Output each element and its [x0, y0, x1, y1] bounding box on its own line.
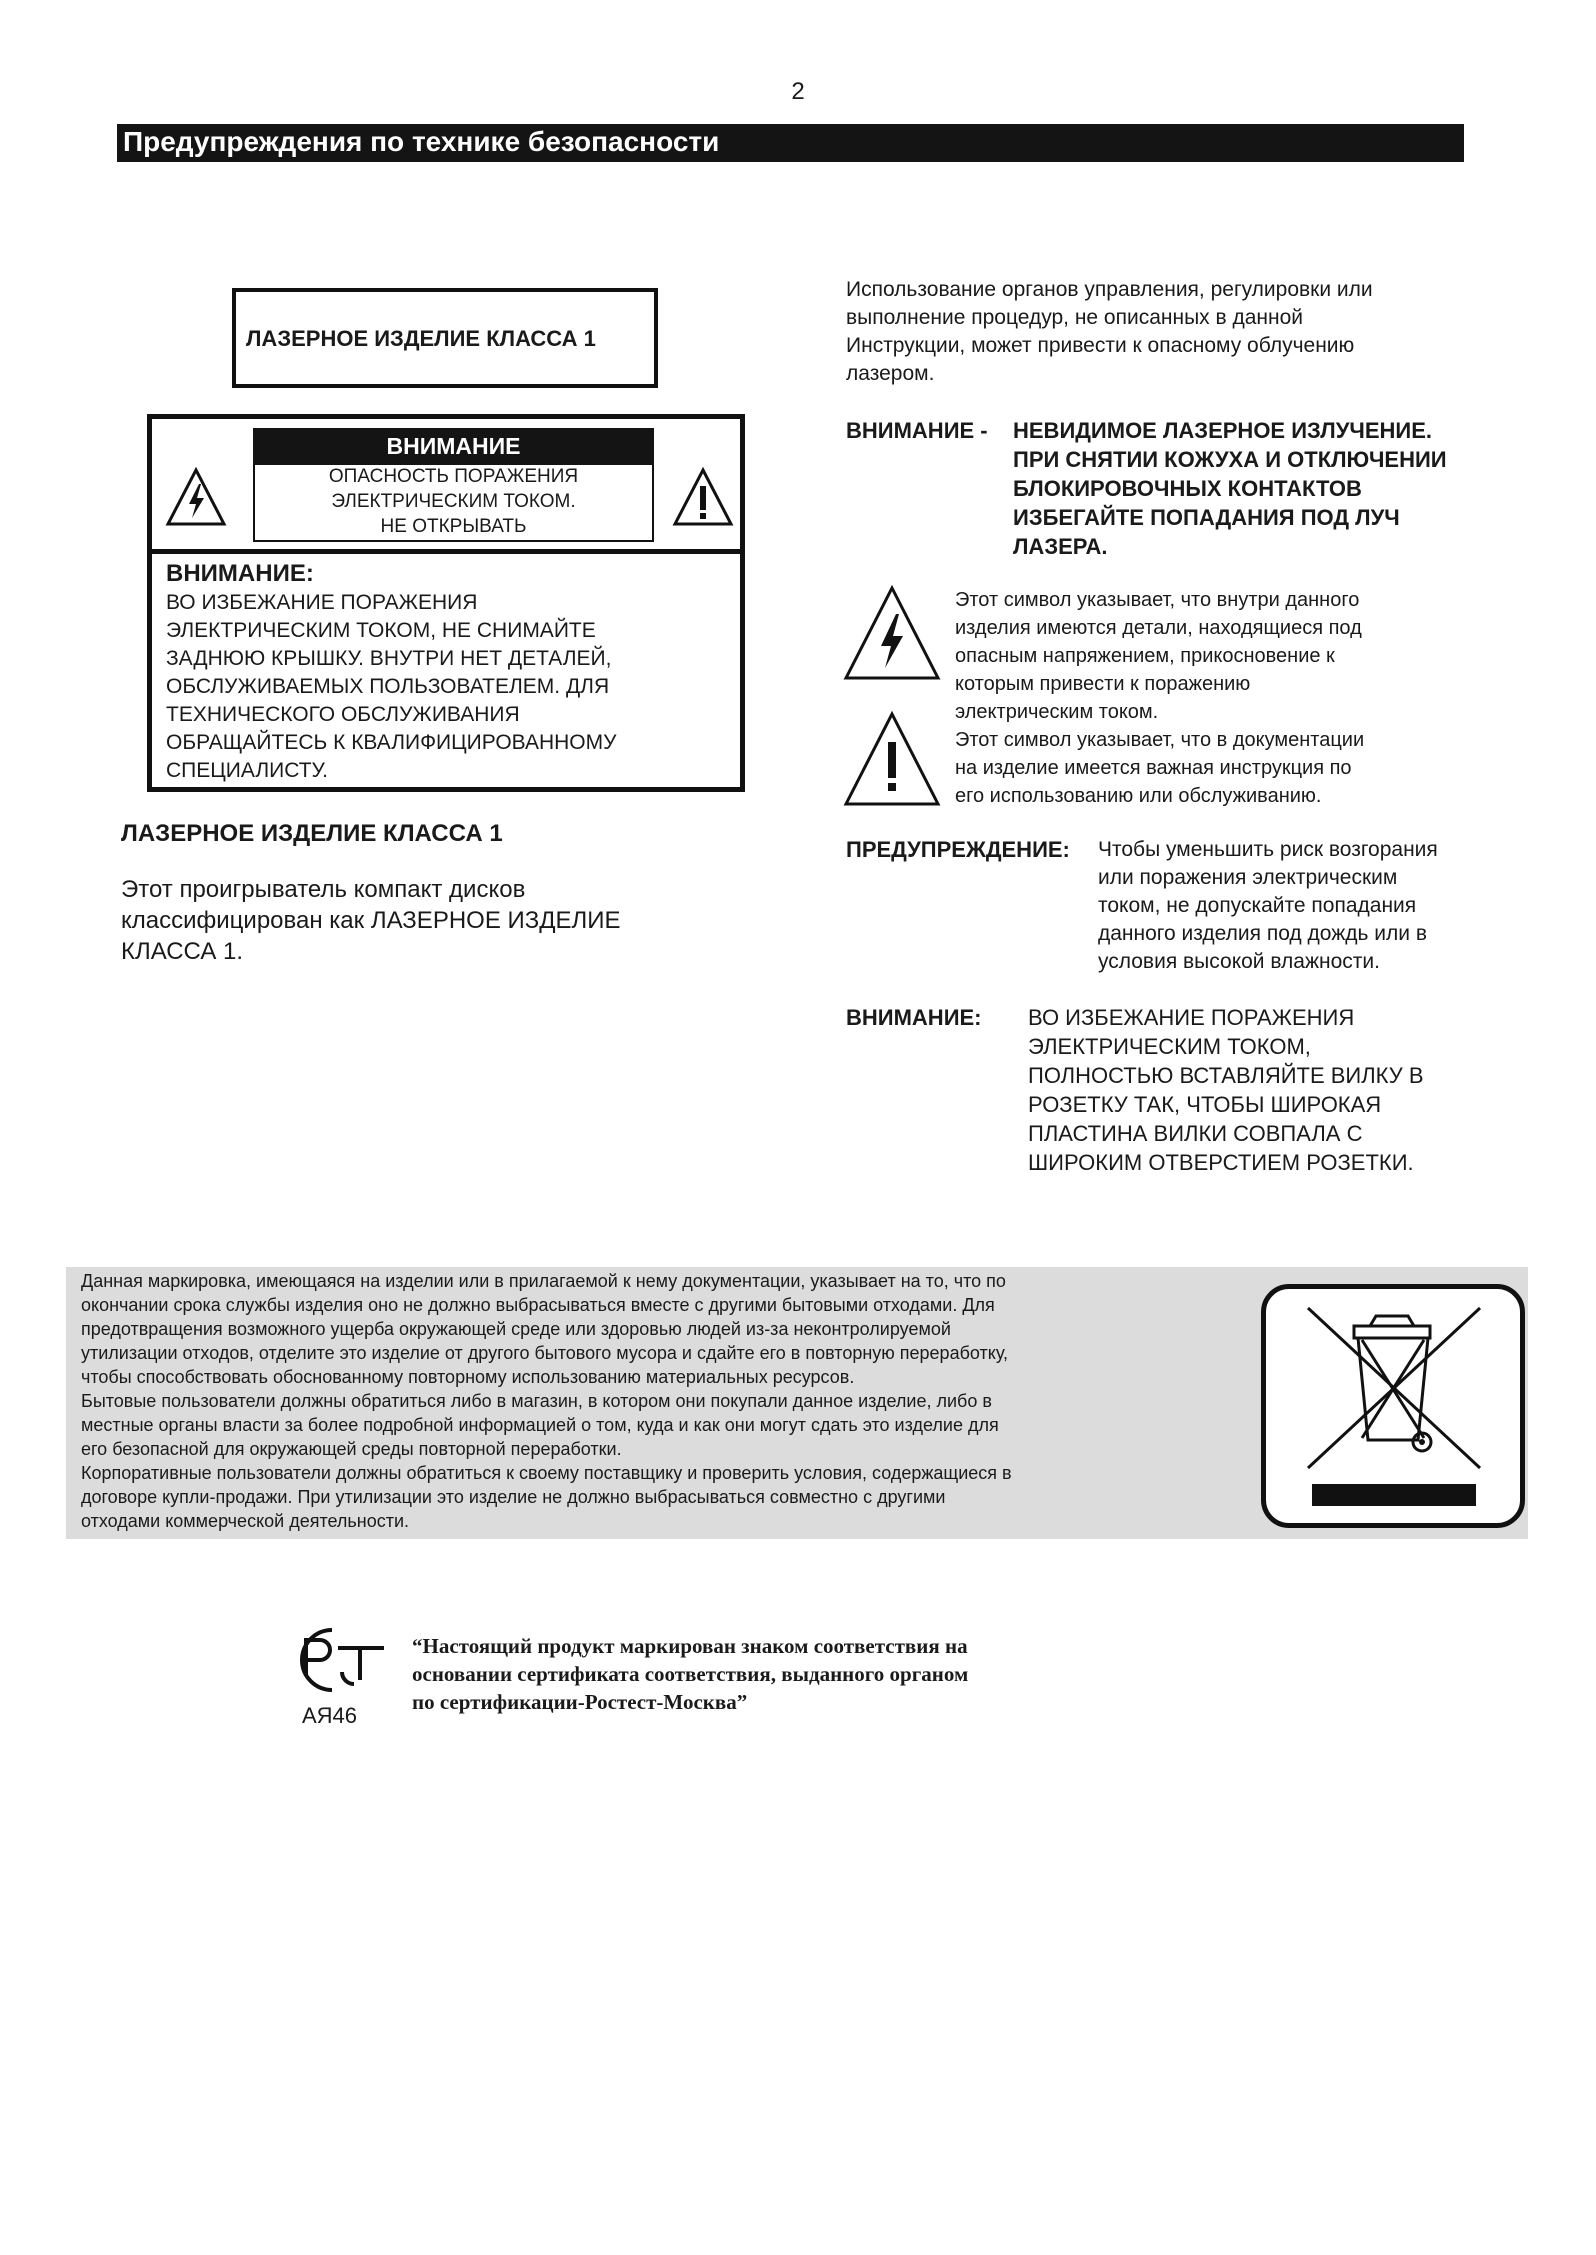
caution-body-title: ВНИМАНИЕ:: [166, 560, 314, 587]
rst-certification-mark-icon: [280, 1618, 390, 1698]
crossed-out-wheelie-bin-icon: [1296, 1300, 1492, 1512]
intro-line: Инструкции, может привести к опасному облучению: [846, 334, 1355, 357]
laser-class-label-text: ЛАЗЕРНОЕ ИЗДЕЛИЕ КЛАССА 1: [246, 326, 596, 351]
symbol-description-line: которым привести к поражению: [955, 673, 1251, 695]
caution-body-line: ТЕХНИЧЕСКОГО ОБСЛУЖИВАНИЯ: [166, 703, 520, 726]
attention-line: ШИРОКИМ ОТВЕРСТИЕМ РОЗЕТКИ.: [1028, 1150, 1414, 1175]
laser-warning-line: БЛОКИРОВОЧНЫХ КОНТАКТОВ: [1013, 476, 1362, 501]
attention-label: ВНИМАНИЕ:: [846, 1005, 982, 1030]
warning-label: ПРЕДУПРЕЖДЕНИЕ:: [846, 837, 1070, 862]
weee-text-line: Данная маркировка, имеющаяся на изделии или в прилагаемой к нему документации, указывает на то, что по: [81, 1271, 1006, 1291]
symbol-description-line: его использованию или обслуживанию.: [955, 785, 1322, 807]
warning-line: или поражения электрическим: [1098, 866, 1398, 889]
warning-line: Чтобы уменьшить риск возгорания: [1098, 838, 1438, 861]
laser-class-label: [232, 288, 658, 388]
attention-line: ПОЛНОСТЬЮ ВСТАВЛЯЙТЕ ВИЛКУ В: [1028, 1063, 1424, 1088]
exclamation-triangle-icon: [672, 466, 734, 528]
section-title-bar: [117, 124, 1464, 162]
certification-text-line: основании сертификата соответствия, выданного органом: [412, 1662, 969, 1686]
laser-warning-line: НЕВИДИМОЕ ЛАЗЕРНОЕ ИЗЛУЧЕНИЕ.: [1013, 418, 1432, 443]
caution-body-line: ОБРАЩАЙТЕСЬ К КВАЛИФИЦИРОВАННОМУ: [166, 731, 617, 754]
weee-text-line: Корпоративные пользователи должны обратиться к своему поставщику и проверить условия, содержащиеся в: [81, 1463, 1012, 1483]
attention-line: РОЗЕТКУ ТАК, ЧТОБЫ ШИРОКАЯ: [1028, 1092, 1382, 1117]
caution-header-line: ОПАСНОСТЬ ПОРАЖЕНИЯ: [328, 466, 579, 487]
caution-header: ВНИМАНИЕ: [253, 428, 654, 465]
certification-text-line: по сертификации-Ростест-Москва”: [412, 1690, 748, 1714]
intro-line: Использование органов управления, регулировки или: [846, 278, 1373, 301]
warning-line: условия высокой влажности.: [1098, 950, 1380, 973]
intro-line: выполнение процедур, не описанных в данной: [846, 306, 1304, 329]
caution-body-line: ОБСЛУЖИВАЕМЫХ ПОЛЬЗОВАТЕЛЕМ. ДЛЯ: [166, 675, 610, 698]
symbol-description-line: Этот символ указывает, что внутри данного: [955, 589, 1360, 611]
caution-body-line: СПЕЦИАЛИСТУ.: [166, 759, 328, 782]
caution-header-line: НЕ ОТКРЫВАТЬ: [380, 516, 527, 537]
caution-label-divider: [147, 549, 745, 554]
symbol-description-line: Этот символ указывает, что в документации: [955, 729, 1365, 751]
weee-text-line: окончании срока службы изделия оно не должно выбрасываться вместе с другими бытовыми отходами. Для: [81, 1295, 995, 1315]
intro-line: лазером.: [846, 362, 935, 385]
weee-text-line: Бытовые пользователи должны обратиться либо в магазин, в котором они покупали данное изделие, либо в: [81, 1391, 992, 1411]
laser-warning-line: ИЗБЕГАЙТЕ ПОПАДАНИЯ ПОД ЛУЧ: [1013, 505, 1400, 530]
caution-body-line: ЭЛЕКТРИЧЕСКИМ ТОКОМ, НЕ СНИМАЙТЕ: [166, 619, 596, 642]
caution-body-line: ЗАДНЮЮ КРЫШКУ. ВНУТРИ НЕТ ДЕТАЛЕЙ,: [166, 647, 612, 670]
symbol-description-line: опасным напряжением, прикосновение к: [955, 645, 1335, 667]
weee-text-line: чтобы способствовать обоснованному повторному использованию материальных ресурсов.: [81, 1367, 855, 1387]
attention-line: ЭЛЕКТРИЧЕСКИМ ТОКОМ,: [1028, 1034, 1311, 1059]
symbol-description-line: изделия имеются детали, находящиеся под: [955, 617, 1362, 639]
certification-code: АЯ46: [302, 1703, 358, 1728]
symbol-description-line: электрическим током.: [955, 701, 1159, 723]
warning-line: током, не допускайте попадания: [1098, 894, 1417, 917]
weee-text-line: утилизации отходов, отделите это изделие от другого бытового мусора и сдайте его в повторную переработку,: [81, 1343, 1009, 1363]
weee-text-line: договоре купли-продажи. При утилизации это изделие не должно выбрасываться совместно с другими: [81, 1487, 946, 1507]
laser-class-heading: ЛАЗЕРНОЕ ИЗДЕЛИЕ КЛАССА 1: [121, 820, 503, 847]
symbol-description-line: на изделие имеется важная инструкция по: [955, 757, 1352, 779]
certification-text-line: “Настоящий продукт маркирован знаком соответствия на: [412, 1634, 968, 1658]
caution-body-line: ВО ИЗБЕЖАНИЕ ПОРАЖЕНИЯ: [166, 591, 478, 614]
weee-text-line: его безопасной для окружающей среды повторной переработки.: [81, 1439, 622, 1459]
lightning-triangle-icon: [843, 584, 941, 682]
attention-line: ПЛАСТИНА ВИЛКИ СОВПАЛА С: [1028, 1121, 1363, 1146]
weee-text-line: местные органы власти за более подробной информацией о том, куда и как они могут сдать это изделие для: [81, 1415, 999, 1435]
weee-text-line: предотвращения возможного ущерба окружающей среде или здоровью людей из-за неконтролируемой: [81, 1319, 951, 1339]
laser-warning-line: ЛАЗЕРА.: [1013, 534, 1108, 559]
laser-class-text: Этот проигрыватель компакт дисков: [121, 876, 526, 903]
laser-class-text: классифицирован как ЛАЗЕРНОЕ ИЗДЕЛИЕ: [121, 907, 621, 934]
laser-warning-label: ВНИМАНИЕ -: [846, 418, 988, 443]
page-title: Предупреждения по технике безопасности: [123, 126, 720, 157]
lightning-triangle-icon: [165, 466, 227, 528]
weee-text-line: отходами коммерческой деятельности.: [81, 1511, 410, 1531]
laser-class-text: КЛАССА 1.: [121, 938, 244, 965]
page-number: 2: [791, 78, 805, 105]
caution-header-line: ЭЛЕКТРИЧЕСКИМ ТОКОМ.: [331, 491, 576, 512]
warning-line: данного изделия под дождь или в: [1098, 922, 1427, 945]
laser-warning-line: ПРИ СНЯТИИ КОЖУХА И ОТКЛЮЧЕНИИ: [1013, 447, 1447, 472]
exclamation-triangle-icon: [843, 710, 941, 808]
attention-line: ВО ИЗБЕЖАНИЕ ПОРАЖЕНИЯ: [1028, 1005, 1355, 1030]
